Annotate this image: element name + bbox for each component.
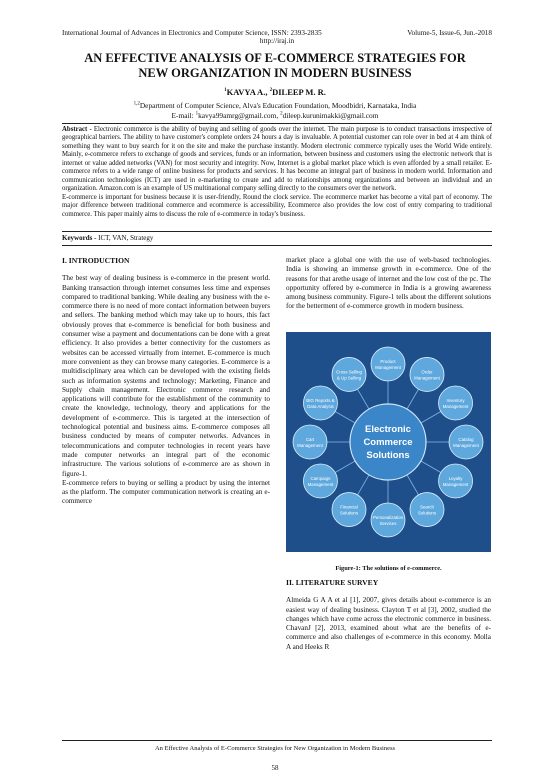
intro-paragraph-1: The best way of dealing business is e-commerce in the present world. Banking transaction through internet consumes less time and expenses compared to traditional banking. While dealing any business with the e-commerce there is no need of more contact information between buyers and sellers. The banking method which may take up to hours, this fact obviously proves that e-commerce is beneficial for both business and consumer wise a payment and documentations can be done with a great efficiency. It also provides a better connectivity for the customers as websites can be accessed virtually from internet. E-commerce is much more convenient as they can browse many categories. E-commerce is a multidisciplinary area which can be developed with the existing fields such as information systems and technology; Marketing, Finance and Supply chain management. Electronic commerce research and applications will contribute for the establishment of the community to create the knowledge, technology, theory and applications for the development of e-commerce. This is targeted at the intersection of technological potential and business aims. E-commerce composes all business conducted by means of computer networks. Advances in telecommunications and computer technologies in recent years have made computer networks an integral part of the economic infrastructure. The various solutions of e-commerce are as shown in figure-1. xyxy=(62,274,270,478)
solution-node-label: Personalization xyxy=(372,515,404,520)
email-2: dileep.kurunimakki@gmail.com xyxy=(282,110,379,120)
intro-paragraph-2: E-commerce refers to buying or selling a product by using the internet as the platform. The computer communication network is creating an e-commerce xyxy=(62,478,270,506)
solution-node xyxy=(371,347,405,381)
solution-node xyxy=(449,425,483,459)
solution-node-label: & Up Selling xyxy=(336,375,362,381)
section-heading-literature: II. LITERATURE SURVEY xyxy=(286,578,379,587)
email-1: kavya99amrg@gmail.com, xyxy=(198,110,281,120)
footer-divider xyxy=(62,740,492,741)
abstract-paragraph-2: E-commerce is important for business because it is user-friendly, Round the clock service. The ecommerce market has become a vital part of economy. The major difference between traditional commerce and ecommerce is accessibility, Ecommerce also provides the low cost of entry comparing to traditional commerce. This paper mainly aims to discuss the role of e-commerce in today's business. xyxy=(62,193,492,218)
solution-node-label: Order xyxy=(421,369,433,375)
volume-issue: Volume-5, Issue-6, Jun.-2018 xyxy=(407,29,492,37)
keywords-label: Keywords - xyxy=(62,234,99,242)
solution-node xyxy=(303,386,337,420)
abstract-label: Abstract - xyxy=(62,126,94,133)
solution-node-label: Management xyxy=(453,443,479,448)
paper-title xyxy=(40,51,510,81)
solution-node-label: Management xyxy=(414,375,440,381)
center-label-3: Solutions xyxy=(366,450,410,461)
keywords xyxy=(62,234,153,242)
solution-node-label: Campaign xyxy=(310,476,331,481)
ecommerce-solutions-figure xyxy=(286,332,491,552)
title-line-1: AN EFFECTIVE ANALYSIS OF E-COMMERCE STRATEGIES FOR xyxy=(84,51,466,65)
figure-caption: Figure-1: The solutions of e-commerce. xyxy=(335,565,442,572)
center-label-1: Electronic xyxy=(365,424,411,435)
solution-node-label: Cart xyxy=(305,437,315,442)
solution-node-label: Inventory xyxy=(446,398,465,403)
solution-node-label: Solutions xyxy=(339,510,359,516)
right-column-top xyxy=(286,256,491,312)
center-label-2: Commerce xyxy=(363,437,413,448)
author-2-mark: 2 xyxy=(269,88,273,94)
authors xyxy=(0,87,550,97)
footer-title: An Effective Analysis of E-Commerce Strategies for New Organization in Modern Business xyxy=(154,745,396,752)
solution-node-label: Management xyxy=(442,404,469,409)
affiliation-mark: 1,2 xyxy=(133,101,140,107)
keywords-text: ICT, VAN, Strategy xyxy=(98,234,154,242)
journal-url: http://iraj.in xyxy=(259,37,295,45)
solution-node-label: Solutions xyxy=(417,510,437,516)
solution-node xyxy=(439,386,473,420)
abstract xyxy=(62,126,492,219)
divider xyxy=(62,231,492,232)
solution-node xyxy=(293,425,327,459)
divider xyxy=(62,245,492,246)
solution-node-label: BIG Reports & xyxy=(306,398,335,403)
solution-node-label: Cross Selling xyxy=(336,369,362,375)
solution-node-label: Management xyxy=(307,482,334,487)
solution-node-label: Data Analysis xyxy=(307,404,334,409)
author-1-mark: 1 xyxy=(224,88,227,94)
left-column xyxy=(62,256,270,507)
solution-node-label: Product xyxy=(380,359,396,364)
title-line-2: NEW ORGANIZATION IN MODERN BUSINESS xyxy=(138,66,412,80)
right-paragraph: market place a global one with the use of web-based technologies. India is showing an immense growth in e-commerce. One of the reasons for that arethe usage of internet and the low cost of the pc. The opportunity offered by e-commerce in India is a growing awareness among business community. Figure-1 tells about the different solutions for the betterment of e-commerce growth in modern business. xyxy=(286,256,491,311)
solution-node-label: Search xyxy=(420,504,434,510)
solution-node-label: Catalog xyxy=(458,437,474,442)
solution-node-label: Services xyxy=(379,521,397,526)
section-heading-introduction: I. INTRODUCTION xyxy=(62,256,130,265)
journal-name: International Journal of Advances in Electronics and Computer Science, ISSN: 2393-2835 xyxy=(62,29,322,37)
page-number: 58 xyxy=(271,764,279,772)
literature-paragraph: Almeida G A A et al [1], 2007, gives details about e-commerce is an easiest way of dealing business. Clayton T et al [3], 2002, studied the changes which have come across the electronic commerce in business. ChavanJ [2], 2013, examined about what are the benefits of e-commerce and also challenges of e-commerce in this economy. Molla A and Heeks R xyxy=(286,596,491,651)
solution-node xyxy=(439,464,473,498)
divider xyxy=(62,123,492,124)
right-column-bottom xyxy=(286,578,491,652)
author-1: KAVYA A., xyxy=(226,87,270,97)
solution-node-label: Loyalty xyxy=(448,476,463,481)
solution-node-label: Management xyxy=(297,443,323,448)
solution-node-label: Financial xyxy=(340,504,358,510)
solution-node-label: Management xyxy=(442,482,469,487)
solution-node xyxy=(303,464,337,498)
solution-node xyxy=(371,503,405,537)
email-1-mark: 1 xyxy=(195,111,199,117)
email-label: E-mail: xyxy=(171,110,196,120)
email-2-mark: 2 xyxy=(280,111,283,117)
author-2: DILEEP M. R. xyxy=(272,87,326,97)
department: Department of Computer Science, Alva's Education Foundation, Moodbidri, Karnataka, India xyxy=(139,101,417,110)
solution-node-label: Management xyxy=(375,365,401,370)
affiliation xyxy=(0,101,550,120)
abstract-paragraph-1: Electronic commerce is the ability of buying and selling of goods over the internet. The main purpose is to conduct transactions irrespective of geographical barriers. The ability to have customer's complete orders 24 hours a day is invaluable. A potential customer can role over in bed at 4 am think of something they want to buy search for it on the site and make the purchase instantly. Modern electronic commerce typically uses the World Wide entirely. Mainly, e-commerce refers to exchange of goods and services, funds or an information, between business and customers using the electronic network that is internet or value added networks (VAN) for most security and integrity. Now, Internet is a global market place which is even afforded by a small retailer. E-commerce refers to a wide range of online business for products and services. It has become an integral part of business in modern world. Information and communication technologies (ICT) are used in e-marketing to create and add to relationships among organizations and between an individual and an organization. Amazon.com is an example of US multinational company selling directly to the consumers over the network. xyxy=(62,126,492,193)
